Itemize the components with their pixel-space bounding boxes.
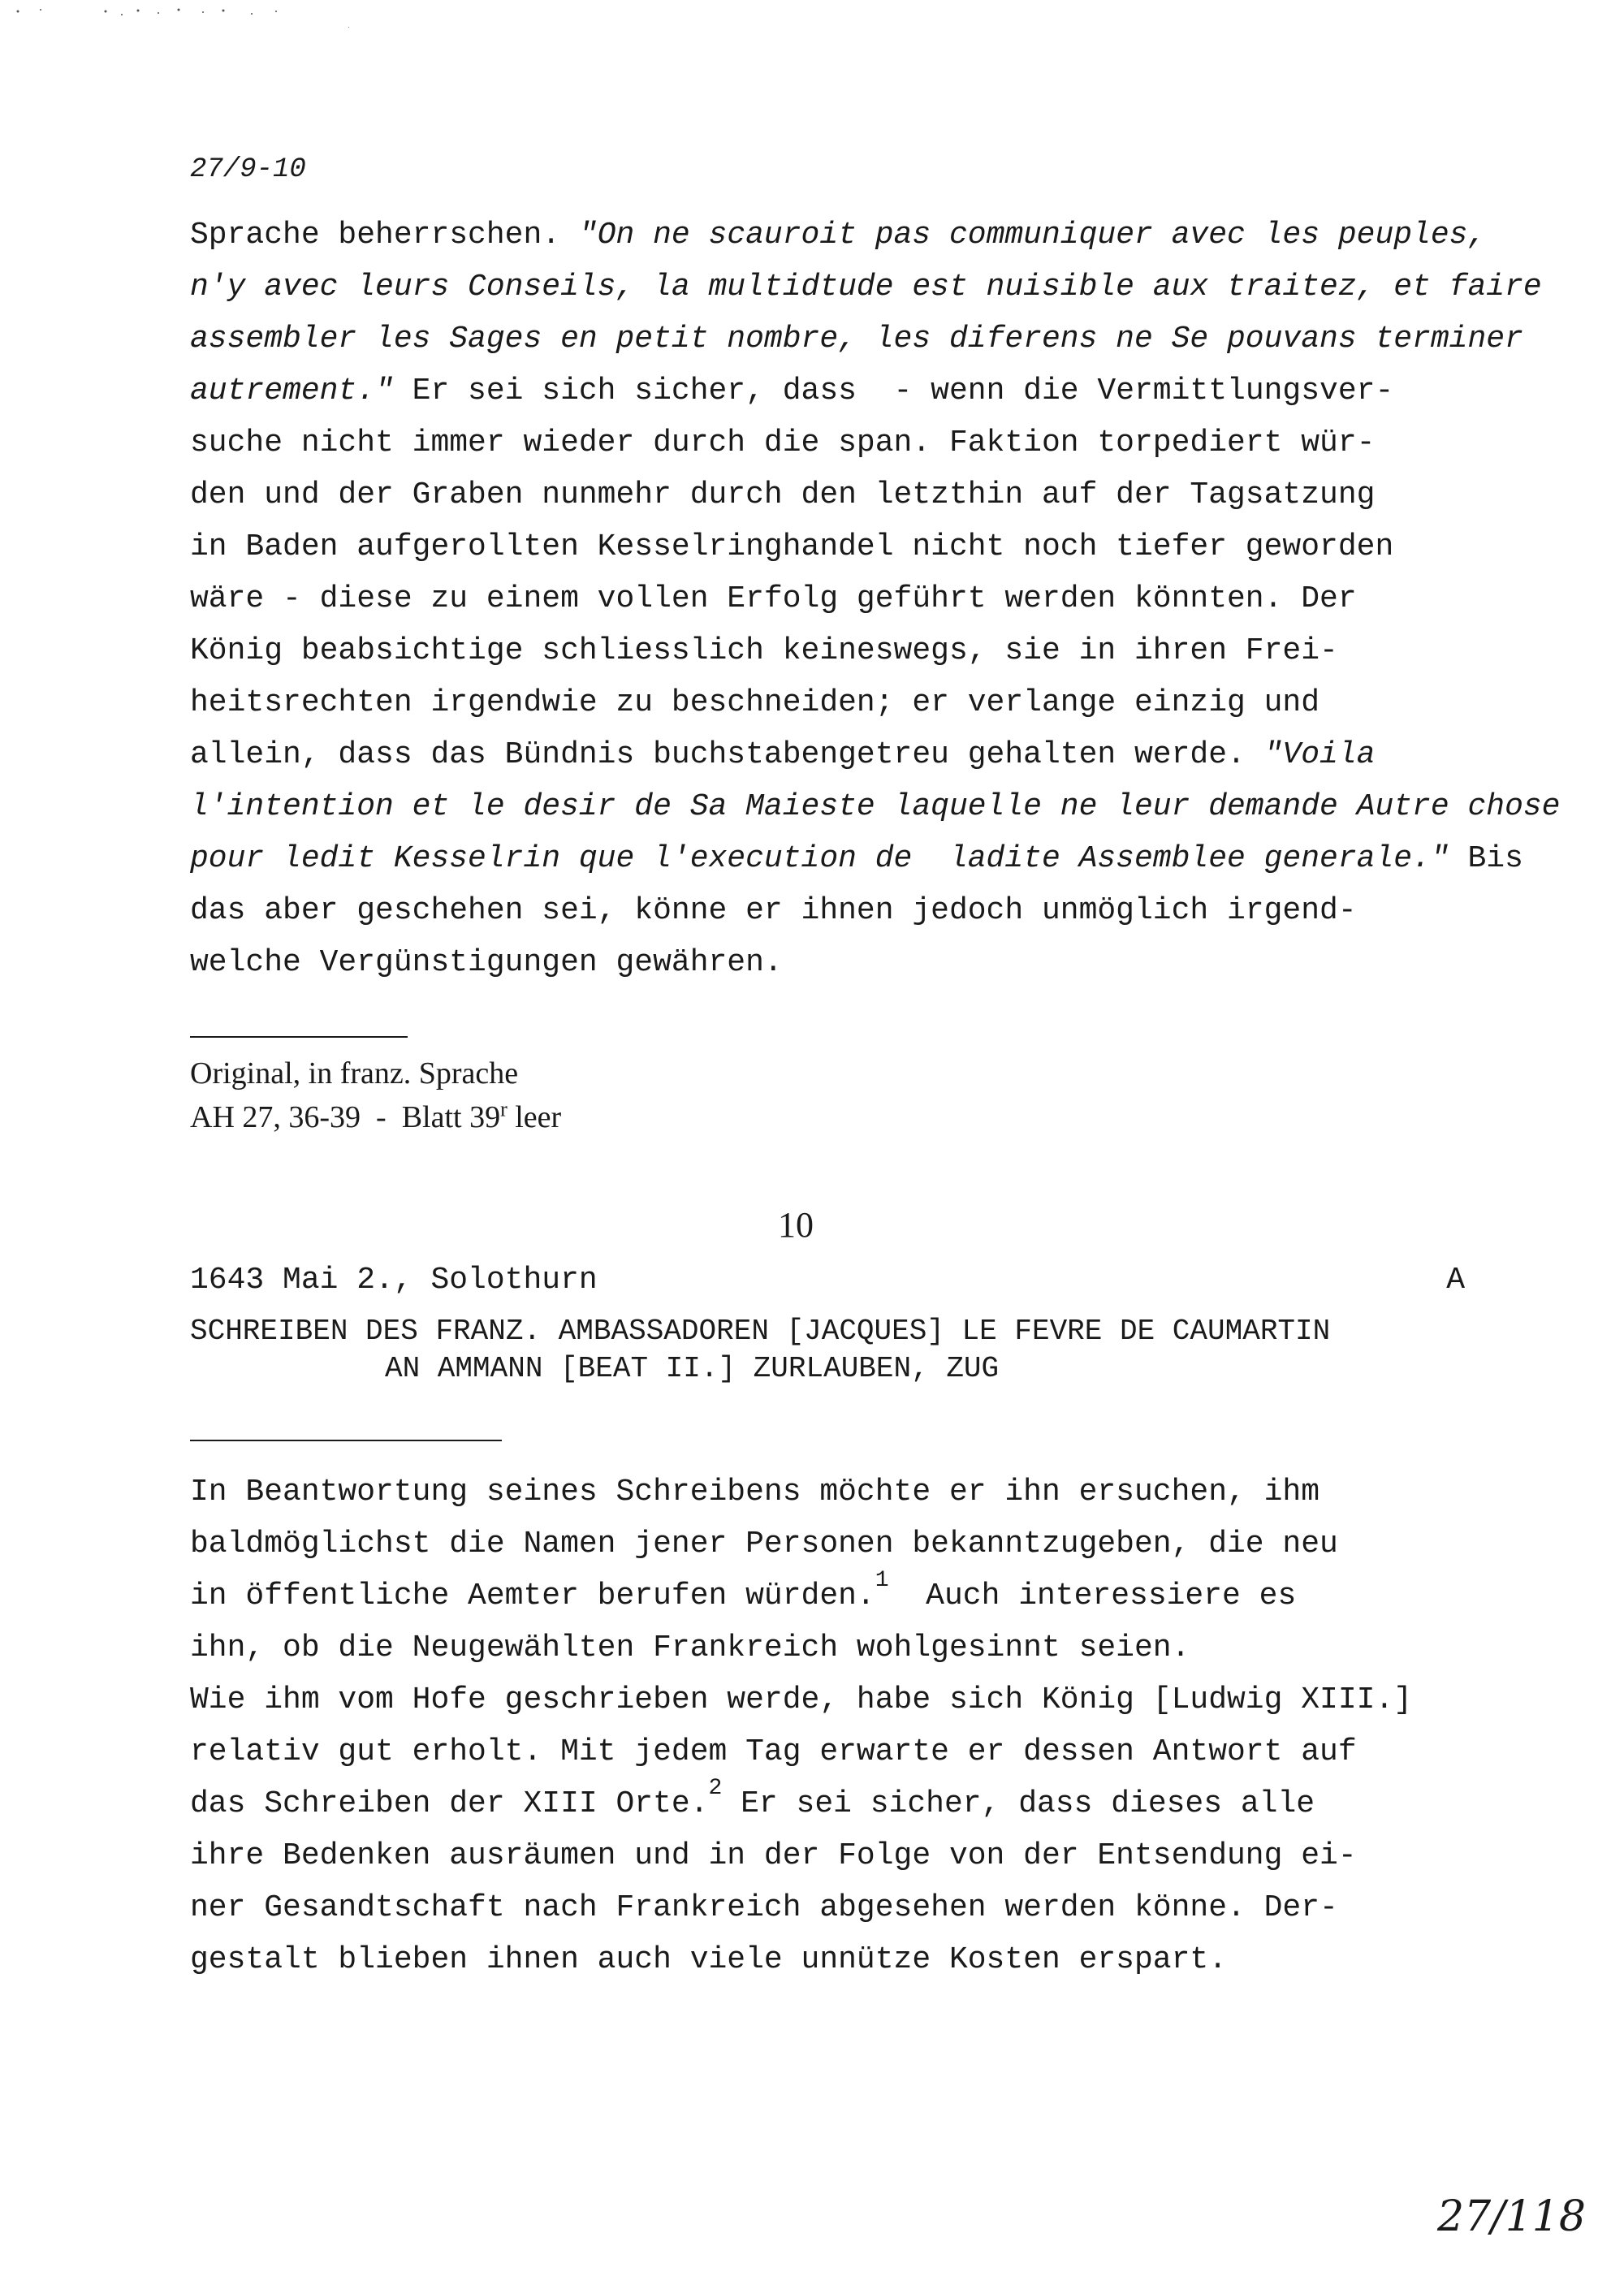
text-line: gestalt blieben ihnen auch viele unnütze Kosten erspart.: [190, 1942, 1228, 1977]
document-heading: [190, 1313, 1330, 1388]
text-line: baldmöglichst die Namen jener Personen bekanntzugeben, die neu: [190, 1527, 1338, 1561]
text-line: allein, dass das Bündnis buchstabengetreu gehalten werde. "Voila: [190, 737, 1376, 772]
footnote-marker: 1: [875, 1568, 889, 1593]
text-line: heitsrechten irgendwie zu beschneiden; er verlange einzig und: [190, 685, 1320, 720]
document-marker: A: [1446, 1263, 1465, 1298]
handwritten-folio-number: 27/118: [1437, 2192, 1586, 2241]
text-line: wäre - diese zu einem vollen Erfolg geführt werden könnten. Der: [190, 581, 1357, 616]
text-line: das aber geschehen sei, könne er ihnen jedoch unmöglich irgend-: [190, 893, 1357, 928]
text-line: König beabsichtige schliesslich keineswegs, sie in ihren Frei-: [190, 633, 1338, 668]
source-note-line: Original, in franz. Sprache: [190, 1056, 519, 1091]
text-line: ner Gesandtschaft nach Frankreich abgesehen werden könne. Der-: [190, 1890, 1338, 1925]
text-line: in öffentliche Aemter berufen würden.$^1$ Auch interessiere es: [190, 1568, 1297, 1613]
text-line: autrement." Er sei sich sicher, dass - wenn die Vermittlungsver-: [190, 374, 1394, 408]
text-line: l'intention et le desir de Sa Maieste laquelle ne leur demande Autre chose: [190, 789, 1561, 824]
heading-divider: [190, 1440, 502, 1441]
text-line: n'y avec leurs Conseils, la multidtude est nuisible aux traitez, et faire: [190, 270, 1542, 304]
text-line: in Baden aufgerollten Kesselringhandel nicht noch tiefer geworden: [190, 529, 1394, 564]
footnote-divider: [190, 1036, 408, 1038]
date-place-line: [190, 1260, 1465, 1301]
heading-line: AN AMMANN [BEAT II.] ZURLAUBEN, ZUG: [385, 1352, 1000, 1385]
text-line: pour ledit Kesselrin que l'execution de ladite Assemblee generale." Bis: [190, 841, 1523, 876]
text-line: relativ gut erholt. Mit jedem Tag erwarte er dessen Antwort auf: [190, 1734, 1357, 1769]
text-line: Sprache beherrschen. "On ne scauroit pas communiquer avec les peuples,: [190, 218, 1487, 253]
source-note: [190, 1056, 561, 1135]
text-line: In Beantwortung seines Schreibens möchte er ihn ersuchen, ihm: [190, 1475, 1320, 1509]
source-note-line: AH 27, 36-39 - Blatt 39$^r$ leer: [190, 1097, 562, 1134]
text-line: den und der Graben nunmehr durch den letzthin auf der Tagsatzung: [190, 477, 1376, 512]
date-place: 1643 Mai 2., Solothurn: [190, 1263, 598, 1298]
page-reference: 27/9-10: [190, 154, 306, 185]
footnote-marker: 2: [708, 1776, 723, 1801]
text-line: assembler les Sages en petit nombre, les diferens ne Se pouvans terminer: [190, 322, 1523, 356]
scan-artifact-marks: [8, 3, 349, 28]
text-line: ihre Bedenken ausräumen und in der Folge von der Entsendung ei-: [190, 1838, 1357, 1873]
document-number: 10: [778, 1205, 814, 1245]
text-line: Wie ihm vom Hofe geschrieben werde, habe sich König [Ludwig XIII.]: [190, 1682, 1413, 1717]
text-line: das Schreiben der XIII Orte.$^2$ Er sei sicher, dass dieses alle: [190, 1776, 1315, 1821]
text-line: suche nicht immer wieder durch die span. Faktion torpediert wür-: [190, 425, 1376, 460]
heading-line: SCHREIBEN DES FRANZ. AMBASSADOREN [JACQUES] LE FEVRE DE CAUMARTIN: [190, 1315, 1331, 1348]
text-line: welche Vergünstigungen gewähren.: [190, 945, 783, 980]
text-line: ihn, ob die Neugewählten Frankreich wohlgesinnt seien.: [190, 1630, 1190, 1665]
paragraph-summary: [190, 1466, 1489, 1986]
paragraph-continuation: [190, 209, 1561, 989]
